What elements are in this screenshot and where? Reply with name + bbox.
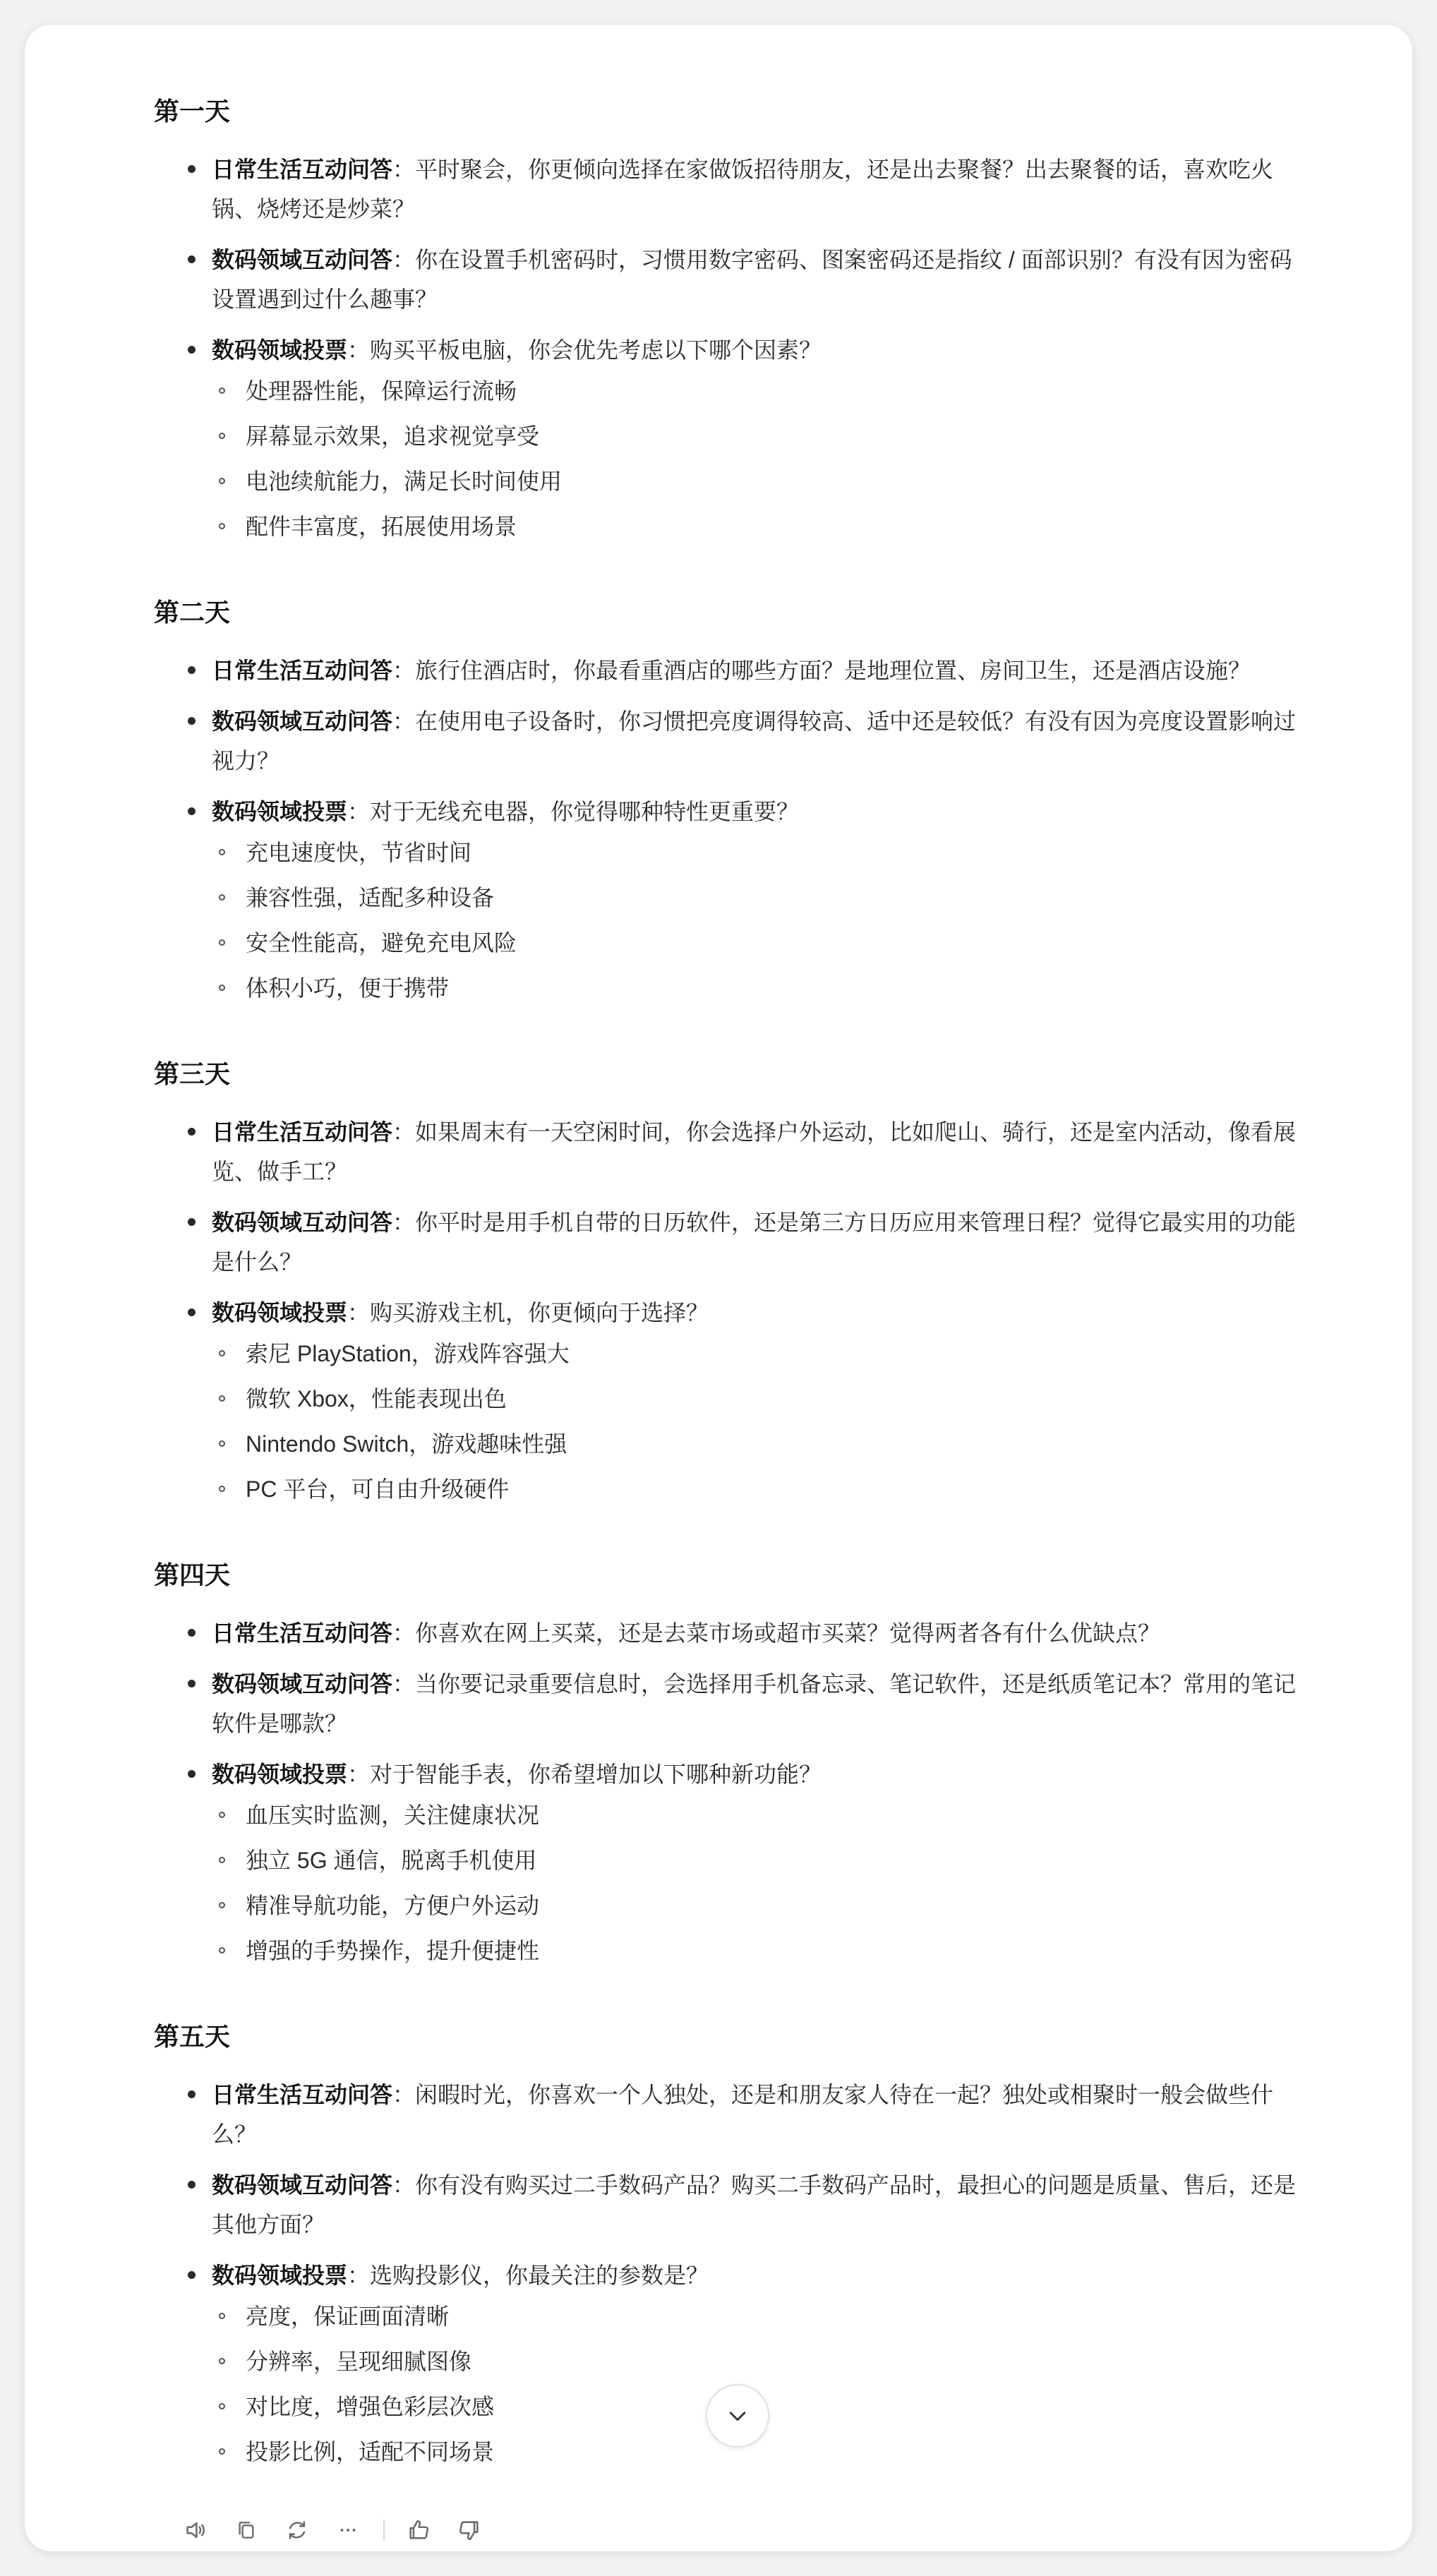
- poll-options: [212, 1798, 1311, 1968]
- poll-option: 屏幕显示效果，追求视觉享受: [212, 419, 1311, 453]
- topic-item: [154, 1664, 1311, 1743]
- topic-label: 数码领域投票: [212, 337, 348, 363]
- poll-option: Nintendo Switch，游戏趣味性强: [212, 1427, 1311, 1461]
- poll-option: 电池续航能力，满足长时间使用: [212, 464, 1311, 498]
- topic-item: [154, 2165, 1311, 2244]
- poll-option: PC 平台，可自由升级硬件: [212, 1472, 1311, 1506]
- thumbs-up-icon: [407, 2518, 431, 2542]
- topic-text: ：你平时是用手机自带的日历软件，还是第三方日历应用来管理日程？觉得它最实用的功能是什么？: [212, 1210, 1297, 1275]
- topic-text: ：对于无线充电器，你觉得哪种特性更重要？: [347, 799, 800, 824]
- poll-option: 精准导航功能，方便户外运动: [212, 1889, 1311, 1922]
- topic-text: ：选购投影仪，你最关注的参数是？: [347, 2263, 709, 2288]
- topic-item: [154, 792, 1311, 1005]
- speaker-icon: [184, 2518, 208, 2542]
- topic-label: 数码领域互动问答: [212, 247, 393, 272]
- thumbs-up-button[interactable]: [402, 2513, 435, 2547]
- topic-text: ：购买游戏主机，你更倾向于选择？: [347, 1300, 709, 1325]
- topic-text: ：闲暇时光，你喜欢一个人独处，还是和朋友家人待在一起？独处或相聚时一般会做些什么？: [212, 2082, 1274, 2147]
- topic-label: 日常生活互动问答: [212, 1620, 393, 1646]
- poll-option: 投影比例，适配不同场景: [212, 2435, 1311, 2469]
- day-title: 第五天: [154, 2022, 231, 2051]
- thumbs-down-button[interactable]: [452, 2513, 486, 2547]
- topic-label: 数码领域互动问答: [212, 709, 393, 734]
- topic-label: 数码领域投票: [212, 1300, 348, 1325]
- topic-label: 数码领域互动问答: [212, 1210, 393, 1235]
- message-actions-toolbar: [179, 2510, 503, 2550]
- topic-list: [154, 1112, 1311, 1506]
- topic-text: ：平时聚会，你更倾向选择在家做饭招待朋友，还是出去聚餐？出去聚餐的话，喜欢吃火锅、烧烤还是炒菜？: [212, 157, 1274, 222]
- topic-label: 数码领域互动问答: [212, 2172, 393, 2198]
- topic-item: [154, 1203, 1311, 1282]
- topic-text: ：你有没有购买过二手数码产品？购买二手数码产品时，最担心的问题是质量、售后，还是其他方面？: [212, 2172, 1297, 2237]
- poll-option: 亮度，保证画面清晰: [212, 2299, 1311, 2333]
- day-section: [154, 92, 1311, 543]
- response-card: [25, 25, 1412, 2551]
- poll-option: 增强的手势操作，提升便捷性: [212, 1934, 1311, 1968]
- topic-text: ：购买平板电脑，你会优先考虑以下哪个因素？: [347, 337, 822, 363]
- chevron-down-icon: [726, 2404, 750, 2428]
- copy-button[interactable]: [229, 2513, 263, 2547]
- poll-option: 充电速度快，节省时间: [212, 836, 1311, 869]
- topic-text: ：如果周末有一天空闲时间，你会选择户外运动，比如爬山、骑行，还是室内活动，像看展览、做手工？: [212, 1119, 1297, 1184]
- topic-item: [154, 651, 1311, 690]
- topic-label: 日常生活互动问答: [212, 2082, 393, 2107]
- topic-item: [154, 150, 1311, 229]
- poll-options: [212, 836, 1311, 1005]
- poll-option: 血压实时监测，关注健康状况: [212, 1798, 1311, 1832]
- topic-text: ：对于智能手表，你希望增加以下哪种新功能？: [347, 1762, 822, 1787]
- poll-options: [212, 1337, 1311, 1506]
- day-section: [154, 593, 1311, 1005]
- poll-option: 对比度，增强色彩层次感: [212, 2390, 1311, 2424]
- topic-item: [154, 1613, 1311, 1653]
- poll-option: 兼容性强，适配多种设备: [212, 881, 1311, 915]
- topic-item: [154, 1755, 1311, 1968]
- response-content: [154, 92, 1311, 2518]
- topic-label: 日常生活互动问答: [212, 658, 393, 683]
- topic-item: [154, 330, 1311, 543]
- poll-option: 配件丰富度，拓展使用场景: [212, 510, 1311, 543]
- scroll-to-bottom-button[interactable]: [706, 2384, 769, 2448]
- more-icon: [336, 2518, 360, 2542]
- topic-item: [154, 1112, 1311, 1191]
- poll-option: 索尼 PlayStation，游戏阵容强大: [212, 1337, 1311, 1371]
- day-title: 第一天: [154, 97, 231, 126]
- topic-label: 日常生活互动问答: [212, 1119, 393, 1145]
- day-title: 第二天: [154, 598, 231, 627]
- topic-item: [154, 2075, 1311, 2154]
- copy-icon: [235, 2519, 258, 2541]
- day-section: [154, 1555, 1311, 1968]
- topic-item: [154, 1293, 1311, 1506]
- thumbs-down-icon: [457, 2518, 481, 2542]
- regenerate-button[interactable]: [280, 2513, 314, 2547]
- read-aloud-button[interactable]: [179, 2513, 212, 2547]
- day-title: 第三天: [154, 1059, 231, 1088]
- poll-option: 微软 Xbox，性能表现出色: [212, 1382, 1311, 1416]
- toolbar-divider: [383, 2520, 385, 2541]
- poll-option: 体积小巧，便于携带: [212, 971, 1311, 1005]
- topic-item: [154, 702, 1311, 781]
- poll-options: [212, 374, 1311, 543]
- topic-item: [154, 240, 1311, 319]
- topic-label: 数码领域投票: [212, 1762, 348, 1787]
- topic-text: ：你在设置手机密码时，习惯用数字密码、图案密码还是指纹 / 面部识别？有没有因为密码设置遇到过什么趣事？: [212, 247, 1292, 312]
- topic-label: 数码领域投票: [212, 799, 348, 824]
- topic-list: [154, 150, 1311, 543]
- day-section: [154, 1054, 1311, 1506]
- topic-text: ：当你要记录重要信息时，会选择用手机备忘录、笔记软件，还是纸质笔记本？常用的笔记软件是哪款？: [212, 1671, 1297, 1736]
- poll-option: 处理器性能，保障运行流畅: [212, 374, 1311, 408]
- topic-label: 数码领域投票: [212, 2263, 348, 2288]
- topic-label: 日常生活互动问答: [212, 157, 393, 182]
- regenerate-icon: [285, 2518, 309, 2542]
- more-button[interactable]: [331, 2513, 365, 2547]
- poll-option: 分辨率，呈现细腻图像: [212, 2345, 1311, 2378]
- topic-text: ：你喜欢在网上买菜，还是去菜市场或超市买菜？觉得两者各有什么优缺点？: [392, 1620, 1161, 1646]
- poll-option: 独立 5G 通信，脱离手机使用: [212, 1843, 1311, 1877]
- day-title: 第四天: [154, 1560, 231, 1589]
- topic-label: 数码领域互动问答: [212, 1671, 393, 1697]
- topic-list: [154, 1613, 1311, 1968]
- poll-options: [212, 2299, 1311, 2469]
- topic-list: [154, 651, 1311, 1005]
- poll-option: 安全性能高，避免充电风险: [212, 926, 1311, 960]
- topic-text: ：在使用电子设备时，你习惯把亮度调得较高、适中还是较低？有没有因为亮度设置影响过视力？: [212, 709, 1297, 774]
- topic-text: ：旅行住酒店时，你最看重酒店的哪些方面？是地理位置、房间卫生，还是酒店设施？: [392, 658, 1251, 683]
